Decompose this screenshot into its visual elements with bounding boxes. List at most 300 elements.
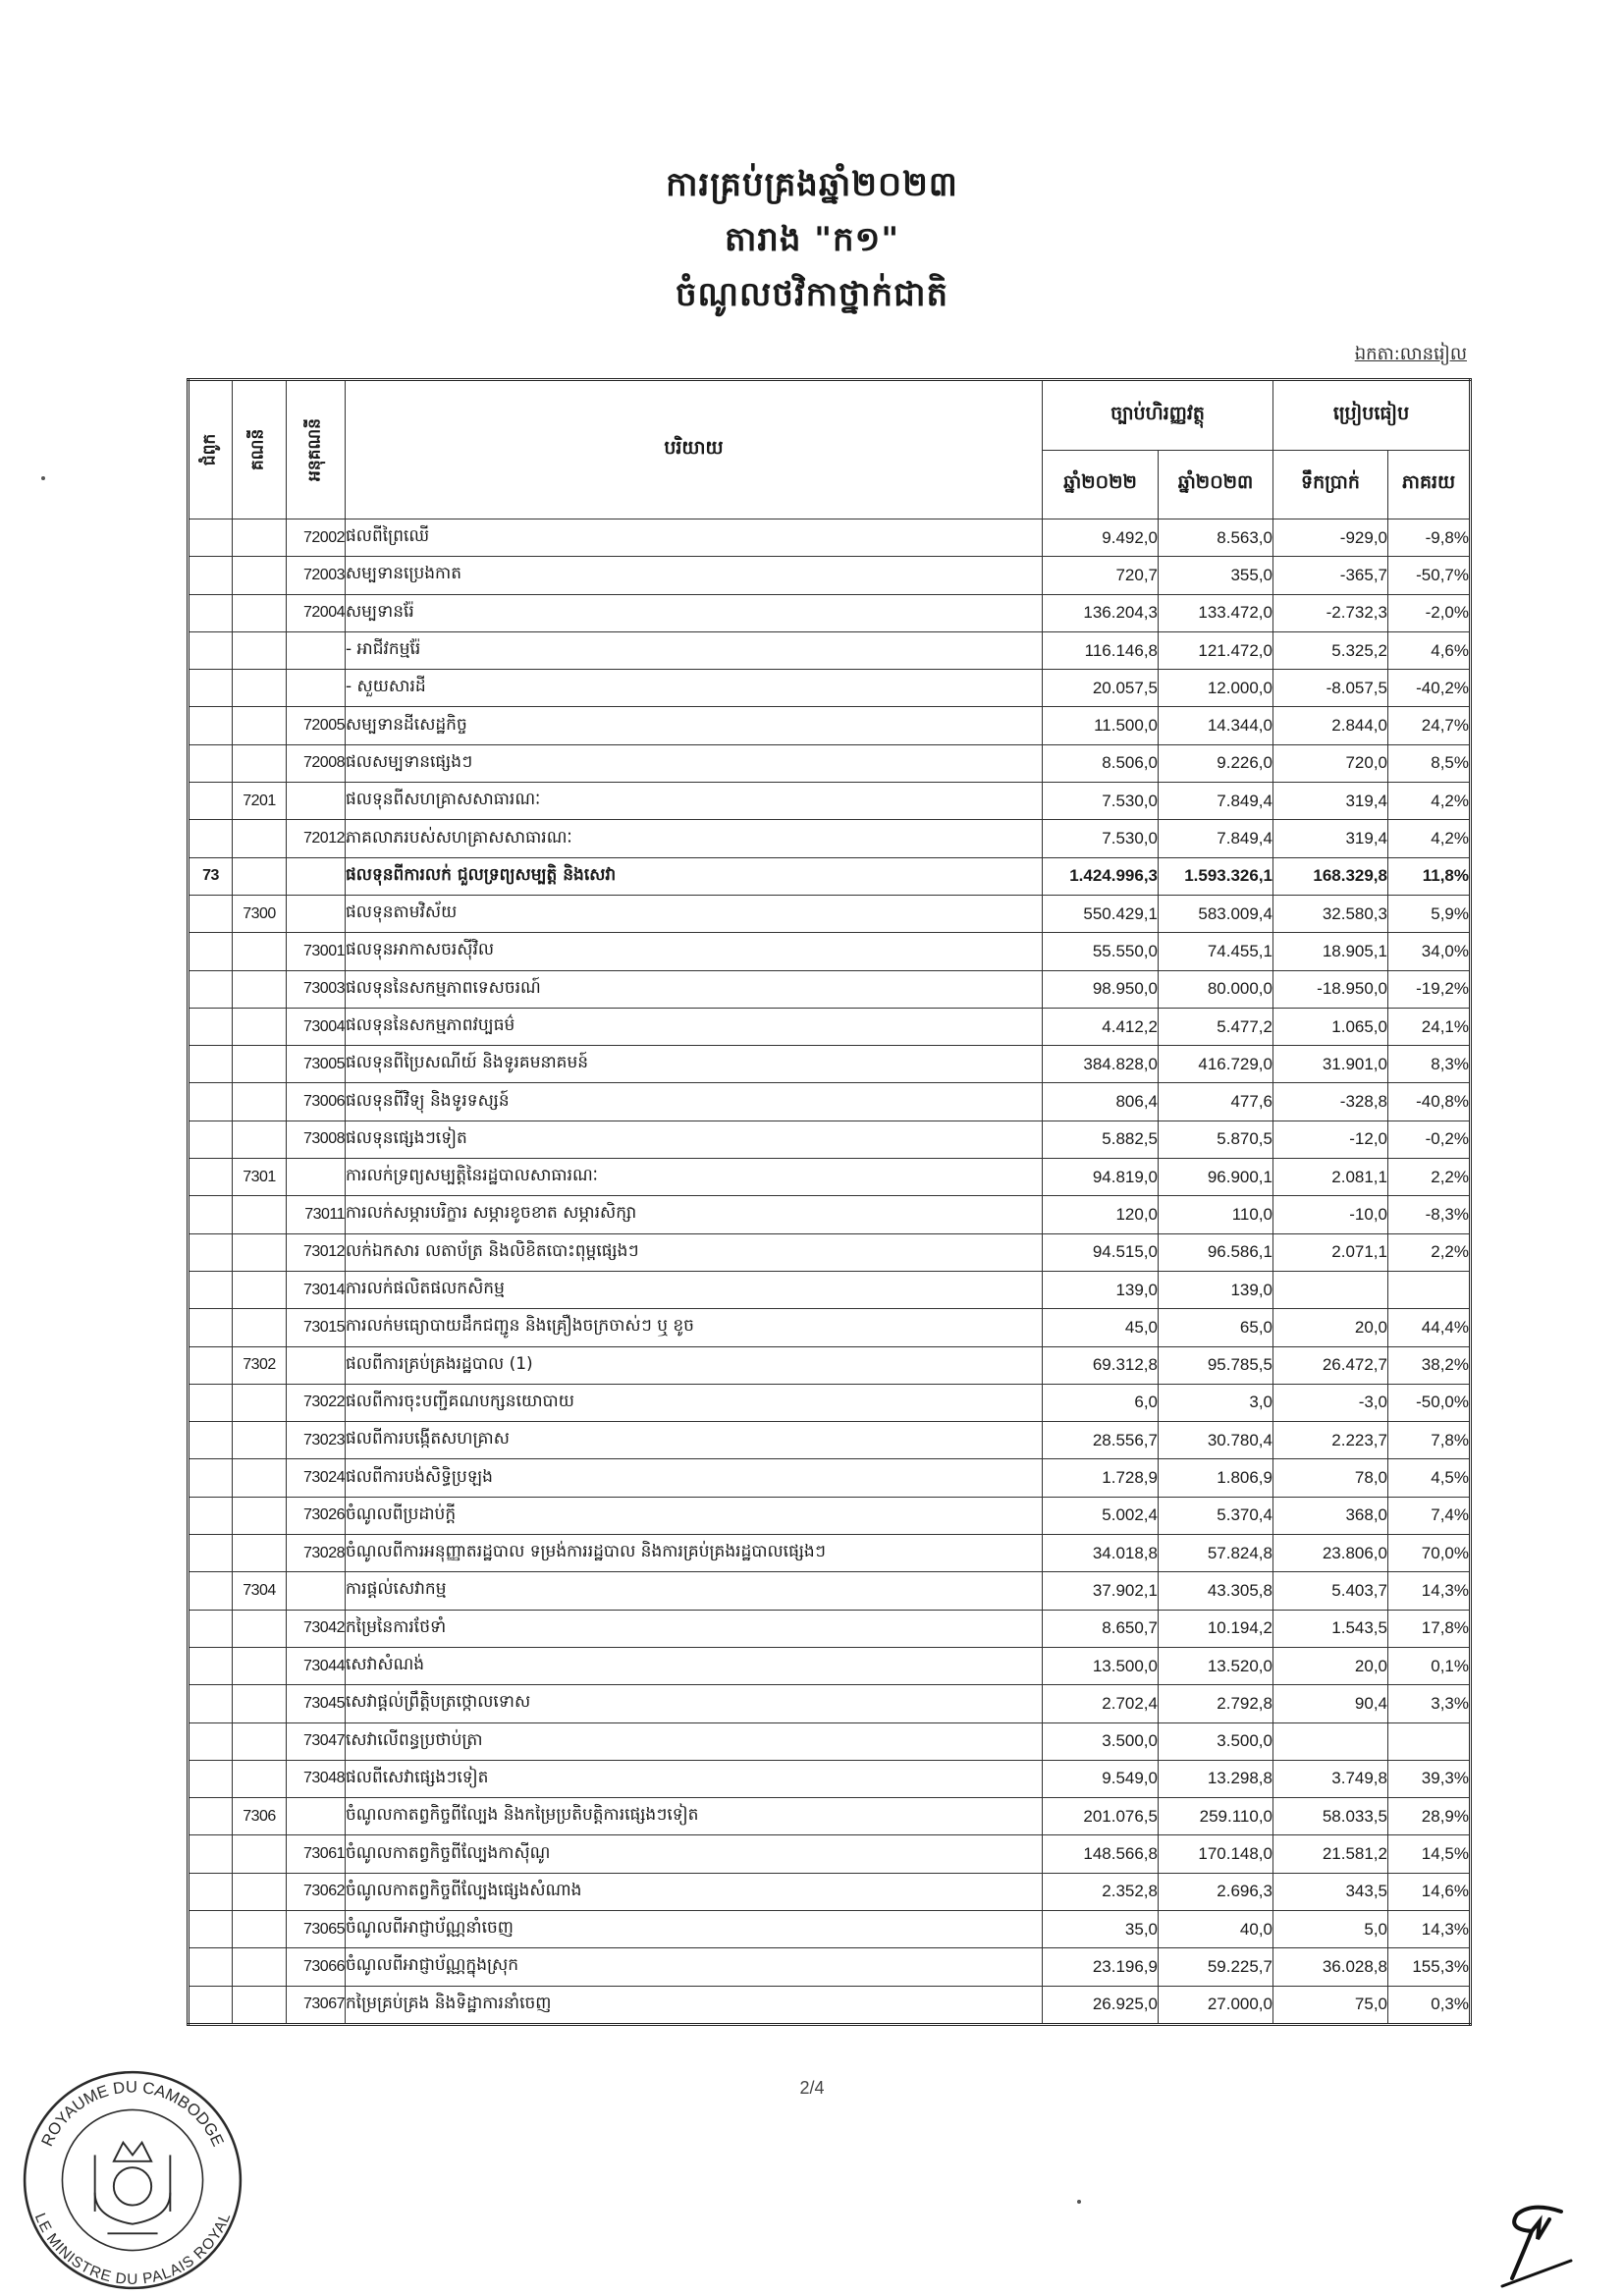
header-account-label: គណនី [247,428,268,471]
cell-year-2023: 139,0 [1159,1271,1273,1308]
cell-account: 7300 [233,895,287,932]
cell-year-2023: 43.305,8 [1159,1572,1273,1610]
cell-chapter [189,1873,233,1910]
cell-year-2022: 5.882,5 [1043,1121,1159,1158]
cell-amount-diff: 5.325,2 [1273,631,1388,669]
cell-amount-diff: 21.581,2 [1273,1835,1388,1873]
cell-description: ផលទុនពីប្រៃសណីយ៍ និងទូរគមនាគមន៍ [346,1046,1043,1083]
cell-year-2023: 1.593.326,1 [1159,857,1273,895]
cell-sub-account: 73062 [287,1873,346,1910]
cell-year-2022: 1.424.996,3 [1043,857,1159,895]
table-row [189,1309,1471,1346]
cell-percent: 2,2% [1388,1159,1471,1196]
cell-chapter [189,670,233,707]
cell-amount-diff: -2.732,3 [1273,594,1388,631]
cell-sub-account: 73014 [287,1271,346,1308]
table-row [189,1422,1471,1459]
table-row [189,744,1471,782]
cell-chapter [189,783,233,820]
cell-description: ផលពីព្រៃឈើ [346,519,1043,557]
cell-amount-diff [1273,1722,1388,1760]
cell-chapter [189,1647,233,1684]
cell-year-2023: 259.110,0 [1159,1798,1273,1835]
cell-sub-account: 73048 [287,1760,346,1797]
cell-percent: -2,0% [1388,594,1471,631]
cell-amount-diff: 2.071,1 [1273,1233,1388,1271]
cell-account: 7201 [233,783,287,820]
cell-description: ចំណូលកាតព្វកិច្ចពីល្បែង និងកម្រៃប្រតិបត្តិការផ្សេងៗទៀត [346,1798,1043,1835]
cell-amount-diff: 5,0 [1273,1910,1388,1947]
cell-year-2022: 116.146,8 [1043,631,1159,669]
title-line-3: ចំណូលថវិកាថ្នាក់ជាតិ [675,275,949,314]
cell-account [233,820,287,857]
cell-amount-diff: 368,0 [1273,1497,1388,1534]
cell-description: ការលក់ផលិតផលកសិកម្ម [346,1271,1043,1308]
cell-chapter [189,1798,233,1835]
table-row [189,1760,1471,1797]
cell-year-2023: 14.344,0 [1159,707,1273,744]
cell-year-2022: 9.492,0 [1043,519,1159,557]
cell-account [233,1384,287,1421]
title-line-2: តារាង "ក១" [724,220,900,259]
table-row [189,1910,1471,1947]
cell-chapter [189,1685,233,1722]
cell-percent: 2,2% [1388,1233,1471,1271]
cell-account [233,519,287,557]
cell-year-2023: 8.563,0 [1159,519,1273,557]
document-title-block [0,157,1624,322]
cell-sub-account [287,1572,346,1610]
coat-of-arms-icon [95,2143,171,2234]
cell-year-2023: 96.586,1 [1159,1233,1273,1271]
cell-percent [1388,1722,1471,1760]
table-row [189,933,1471,970]
cell-percent: -50,7% [1388,557,1471,594]
cell-chapter [189,631,233,669]
cell-chapter [189,1760,233,1797]
cell-amount-diff: 2.081,1 [1273,1159,1388,1196]
cell-chapter [189,1910,233,1947]
cell-chapter [189,1835,233,1873]
cell-chapter [189,1384,233,1421]
cell-description: សម្បទានប្រេងកាត [346,557,1043,594]
cell-percent: 17,8% [1388,1610,1471,1647]
cell-percent: -40,2% [1388,670,1471,707]
cell-percent: -50,0% [1388,1384,1471,1421]
cell-description: សេវាលើពន្ធប្រថាប់ត្រា [346,1722,1043,1760]
scan-speck [1077,2200,1081,2204]
cell-chapter [189,707,233,744]
cell-amount-diff: -18.950,0 [1273,970,1388,1008]
table-row [189,519,1471,557]
cell-description: សម្បទានដីសេដ្ឋកិច្ច [346,707,1043,744]
cell-sub-account [287,857,346,895]
cell-sub-account: 73024 [287,1459,346,1497]
table-body [189,519,1471,2025]
cell-description: លក់ឯកសារ លតាប័ត្រ និងលិខិតបោះពុម្ពផ្សេងៗ [346,1233,1043,1271]
header-year-2022: ឆ្នាំ២០២២ [1043,450,1159,519]
cell-year-2022: 139,0 [1043,1271,1159,1308]
cell-amount-diff: 720,0 [1273,744,1388,782]
cell-amount-diff: 2.223,7 [1273,1422,1388,1459]
cell-account [233,1121,287,1158]
cell-description: ការផ្តល់សេវាកម្ម [346,1572,1043,1610]
table-row [189,1233,1471,1271]
cell-amount-diff: 5.403,7 [1273,1572,1388,1610]
cell-account [233,1271,287,1308]
cell-account [233,1233,287,1271]
cell-description: ផលសម្បទានផ្សេងៗ [346,744,1043,782]
cell-chapter [189,1610,233,1647]
cell-year-2022: 148.566,8 [1043,1835,1159,1873]
handwritten-signature [1492,2200,1581,2288]
table-row [189,1459,1471,1497]
cell-year-2022: 1.728,9 [1043,1459,1159,1497]
cell-percent: -0,2% [1388,1121,1471,1158]
cell-amount-diff: -929,0 [1273,519,1388,557]
cell-year-2023: 13.298,8 [1159,1760,1273,1797]
table-header [189,380,1471,519]
cell-chapter [189,1346,233,1384]
cell-account [233,1835,287,1873]
cell-amount-diff: 18.905,1 [1273,933,1388,970]
table-row [189,1948,1471,1986]
cell-account [233,1873,287,1910]
cell-chapter [189,1271,233,1308]
cell-percent: 4,2% [1388,783,1471,820]
cell-account [233,557,287,594]
table-row [189,820,1471,857]
cell-description: សេវាសំណង់ [346,1647,1043,1684]
cell-description: ភាគលាភរបស់សហគ្រាសសាធារណៈ [346,820,1043,857]
cell-sub-account: 73004 [287,1008,346,1045]
cell-year-2023: 95.785,5 [1159,1346,1273,1384]
cell-year-2023: 355,0 [1159,557,1273,594]
cell-amount-diff: 36.028,8 [1273,1948,1388,1986]
cell-account [233,1083,287,1121]
cell-sub-account: 73022 [287,1384,346,1421]
cell-year-2022: 34.018,8 [1043,1535,1159,1572]
cell-year-2023: 3.500,0 [1159,1722,1273,1760]
cell-account: 7306 [233,1798,287,1835]
table-row [189,1497,1471,1534]
table-row [189,1610,1471,1647]
cell-account [233,1309,287,1346]
cell-year-2023: 5.477,2 [1159,1008,1273,1045]
header-description: បរិយាយ [346,380,1043,519]
table-row [189,1873,1471,1910]
cell-amount-diff: 319,4 [1273,820,1388,857]
cell-chapter [189,933,233,970]
cell-amount-diff: 78,0 [1273,1459,1388,1497]
cell-year-2022: 20.057,5 [1043,670,1159,707]
cell-amount-diff: 90,4 [1273,1685,1388,1722]
cell-year-2022: 806,4 [1043,1083,1159,1121]
cell-account [233,594,287,631]
cell-sub-account: 73061 [287,1835,346,1873]
cell-description: សេវាផ្តល់ព្រឹត្តិបត្រថ្កោលទោស [346,1685,1043,1722]
cell-percent: 0,3% [1388,1986,1471,2024]
cell-sub-account: 73066 [287,1948,346,1986]
cell-amount-diff: 58.033,5 [1273,1798,1388,1835]
cell-account [233,1910,287,1947]
cell-year-2022: 69.312,8 [1043,1346,1159,1384]
table-row [189,1346,1471,1384]
cell-description: ផលទុនពីសហគ្រាសសាធារណៈ [346,783,1043,820]
cell-account: 7301 [233,1159,287,1196]
cell-description: ផលទុនតាមវិស័យ [346,895,1043,932]
cell-percent: 14,3% [1388,1572,1471,1610]
cell-year-2022: 26.925,0 [1043,1986,1159,2024]
cell-sub-account [287,1346,346,1384]
header-account [233,380,287,519]
cell-year-2022: 8.650,7 [1043,1610,1159,1647]
cell-description: ផលពីការបង់សិទ្ធិប្រឡង [346,1459,1043,1497]
cell-sub-account: 72005 [287,707,346,744]
cell-amount-diff: 31.901,0 [1273,1046,1388,1083]
cell-year-2023: 80.000,0 [1159,970,1273,1008]
cell-chapter [189,1422,233,1459]
cell-amount-diff: 2.844,0 [1273,707,1388,744]
cell-description: ការលក់ទ្រព្យសម្បត្តិនៃរដ្ឋបាលសាធារណៈ [346,1159,1043,1196]
cell-account [233,707,287,744]
table-row [189,1384,1471,1421]
cell-sub-account: 73011 [287,1196,346,1233]
cell-sub-account [287,1159,346,1196]
header-amount: ទឹកប្រាក់ [1273,450,1388,519]
cell-year-2023: 7.849,4 [1159,820,1273,857]
cell-amount-diff: -365,7 [1273,557,1388,594]
cell-percent: 8,3% [1388,1046,1471,1083]
header-percent: ភាគរយ [1388,450,1471,519]
cell-chapter [189,1159,233,1196]
cell-description: ផលពីការគ្រប់គ្រងរដ្ឋបាល (1) [346,1346,1043,1384]
cell-account: 7304 [233,1572,287,1610]
cell-year-2022: 55.550,0 [1043,933,1159,970]
cell-year-2023: 10.194,2 [1159,1610,1273,1647]
cell-amount-diff: 26.472,7 [1273,1346,1388,1384]
cell-percent: 11,8% [1388,857,1471,895]
table-row [189,1647,1471,1684]
cell-sub-account: 73045 [287,1685,346,1722]
cell-sub-account [287,1798,346,1835]
table-row [189,1159,1471,1196]
cell-amount-diff: 75,0 [1273,1986,1388,2024]
table-row [189,895,1471,932]
cell-percent: 14,6% [1388,1873,1471,1910]
cell-amount-diff: 20,0 [1273,1309,1388,1346]
royal-palace-seal-stamp [20,2067,245,2293]
cell-description: ផលទុនពីវិទ្យុ និងទូរទស្សន៍ [346,1083,1043,1121]
cell-sub-account: 73047 [287,1722,346,1760]
cell-sub-account: 72003 [287,557,346,594]
cell-year-2022: 201.076,5 [1043,1798,1159,1835]
cell-amount-diff: 1.543,5 [1273,1610,1388,1647]
table-row [189,1083,1471,1121]
cell-percent: 44,4% [1388,1309,1471,1346]
cell-year-2023: 133.472,0 [1159,594,1273,631]
cell-amount-diff: 32.580,3 [1273,895,1388,932]
cell-percent: 3,3% [1388,1685,1471,1722]
cell-year-2022: 23.196,9 [1043,1948,1159,1986]
cell-year-2022: 94.819,0 [1043,1159,1159,1196]
cell-year-2023: 110,0 [1159,1196,1273,1233]
cell-sub-account: 72004 [287,594,346,631]
cell-account [233,1760,287,1797]
cell-amount-diff [1273,1271,1388,1308]
cell-account [233,1685,287,1722]
cell-percent: 155,3% [1388,1948,1471,1986]
cell-percent: 39,3% [1388,1760,1471,1797]
cell-year-2023: 65,0 [1159,1309,1273,1346]
cell-sub-account [287,670,346,707]
table-row [189,707,1471,744]
cell-chapter [189,1233,233,1271]
cell-chapter [189,1722,233,1760]
header-comparison: ប្រៀបធៀប [1273,380,1471,451]
cell-year-2022: 120,0 [1043,1196,1159,1233]
cell-description: ចំណូលពីប្រដាប់ក្តី [346,1497,1043,1534]
cell-amount-diff: 23.806,0 [1273,1535,1388,1572]
cell-chapter [189,1008,233,1045]
table-row [189,857,1471,895]
cell-sub-account: 73028 [287,1535,346,1572]
cell-year-2022: 6,0 [1043,1384,1159,1421]
table-row [189,1798,1471,1835]
cell-description: - សួយសារដី [346,670,1043,707]
table-row [189,1572,1471,1610]
table-row [189,1008,1471,1045]
table-row [189,631,1471,669]
revenue-table [187,378,1472,2026]
cell-description: សម្បទានរ៉ែ [346,594,1043,631]
cell-year-2023: 5.870,5 [1159,1121,1273,1158]
header-chapter-label: ជំពូក [199,433,219,466]
cell-chapter [189,594,233,631]
title-line-1: ការគ្រប់គ្រងឆ្នាំ២០២៣ [666,165,958,204]
cell-account [233,857,287,895]
cell-account [233,1497,287,1534]
cell-year-2023: 74.455,1 [1159,933,1273,970]
table-row [189,1121,1471,1158]
cell-year-2022: 45,0 [1043,1309,1159,1346]
cell-amount-diff: 343,5 [1273,1873,1388,1910]
cell-description: កម្រៃនៃការថែទាំ [346,1610,1043,1647]
table-row [189,594,1471,631]
cell-description: ផលពីការចុះបញ្ជីគណបក្សនយោបាយ [346,1384,1043,1421]
header-sub-account-label: អនុគណនី [304,418,324,481]
cell-chapter [189,895,233,932]
cell-description: ផលពីសេវាផ្សេងៗទៀត [346,1760,1043,1797]
cell-chapter [189,1986,233,2024]
cell-sub-account: 72002 [287,519,346,557]
cell-year-2022: 7.530,0 [1043,783,1159,820]
page-number: 2/4 [799,2078,825,2098]
cell-description: ផលទុនអាកាសចរស៊ីវិល [346,933,1043,970]
cell-account [233,1535,287,1572]
cell-year-2022: 550.429,1 [1043,895,1159,932]
cell-account: 7302 [233,1346,287,1384]
cell-sub-account: 73065 [287,1910,346,1947]
cell-amount-diff: -3,0 [1273,1384,1388,1421]
table-row [189,1835,1471,1873]
cell-description: កម្រៃគ្រប់គ្រង និងទិដ្ឋាការនាំចេញ [346,1986,1043,2024]
table-row [189,557,1471,594]
cell-sub-account: 73006 [287,1083,346,1121]
cell-sub-account: 72008 [287,744,346,782]
cell-description: ចំណូលពីអាជ្ញាប័ណ្ណនាំចេញ [346,1910,1043,1947]
cell-percent: 34,0% [1388,933,1471,970]
cell-description: ចំណូលកាតព្វកិច្ចពីល្បែងផ្សេងសំណាង [346,1873,1043,1910]
stamp-center-ring [62,2109,202,2250]
cell-percent: -8,3% [1388,1196,1471,1233]
cell-description: - អាជីវកម្មរ៉ែ [346,631,1043,669]
cell-sub-account: 73044 [287,1647,346,1684]
cell-account [233,970,287,1008]
cell-percent: 24,1% [1388,1008,1471,1045]
table-row [189,1685,1471,1722]
cell-sub-account: 73026 [287,1497,346,1534]
table-row [189,1986,1471,2024]
cell-year-2023: 7.849,4 [1159,783,1273,820]
stamp-text-top: ROYAUME DU CAMBODGE [37,2077,228,2150]
cell-chapter: 73 [189,857,233,895]
table-row [189,670,1471,707]
cell-percent: 7,4% [1388,1497,1471,1534]
cell-sub-account: 73003 [287,970,346,1008]
cell-percent: 14,5% [1388,1835,1471,1873]
cell-account [233,670,287,707]
cell-sub-account: 72012 [287,820,346,857]
cell-year-2022: 5.002,4 [1043,1497,1159,1534]
cell-percent: 8,5% [1388,744,1471,782]
cell-sub-account [287,783,346,820]
scan-speck [41,476,45,480]
cell-percent: -40,8% [1388,1083,1471,1121]
cell-amount-diff: -8.057,5 [1273,670,1388,707]
cell-chapter [189,1083,233,1121]
table-row [189,1535,1471,1572]
table-row [189,1046,1471,1083]
cell-chapter [189,519,233,557]
cell-percent: 70,0% [1388,1535,1471,1572]
cell-year-2023: 3,0 [1159,1384,1273,1421]
cell-description: ការលក់សម្ភារបរិក្ខារ សម្ភារខូចខាត សម្ភារសិក្សា [346,1196,1043,1233]
cell-account [233,1647,287,1684]
cell-sub-account: 73008 [287,1121,346,1158]
cell-description: ចំណូលពីការអនុញ្ញាតរដ្ឋបាល ទម្រង់ការរដ្ឋបាល និងការគ្រប់គ្រងរដ្ឋបាលផ្សេងៗ [346,1535,1043,1572]
cell-year-2022: 98.950,0 [1043,970,1159,1008]
cell-account [233,1948,287,1986]
cell-chapter [189,1309,233,1346]
cell-percent: 28,9% [1388,1798,1471,1835]
cell-year-2023: 9.226,0 [1159,744,1273,782]
cell-chapter [189,970,233,1008]
cell-account [233,1722,287,1760]
header-budget-law: ច្បាប់ហិរញ្ញវត្ថុ [1043,380,1273,451]
cell-year-2023: 27.000,0 [1159,1986,1273,2024]
table-row [189,1196,1471,1233]
cell-year-2023: 57.824,8 [1159,1535,1273,1572]
cell-year-2023: 583.009,4 [1159,895,1273,932]
cell-sub-account: 73023 [287,1422,346,1459]
cell-account [233,1046,287,1083]
cell-chapter [189,1572,233,1610]
cell-chapter [189,1121,233,1158]
unit-label: ឯកតា:លានរៀល [1354,344,1467,364]
cell-amount-diff: -328,8 [1273,1083,1388,1121]
cell-percent: 5,9% [1388,895,1471,932]
